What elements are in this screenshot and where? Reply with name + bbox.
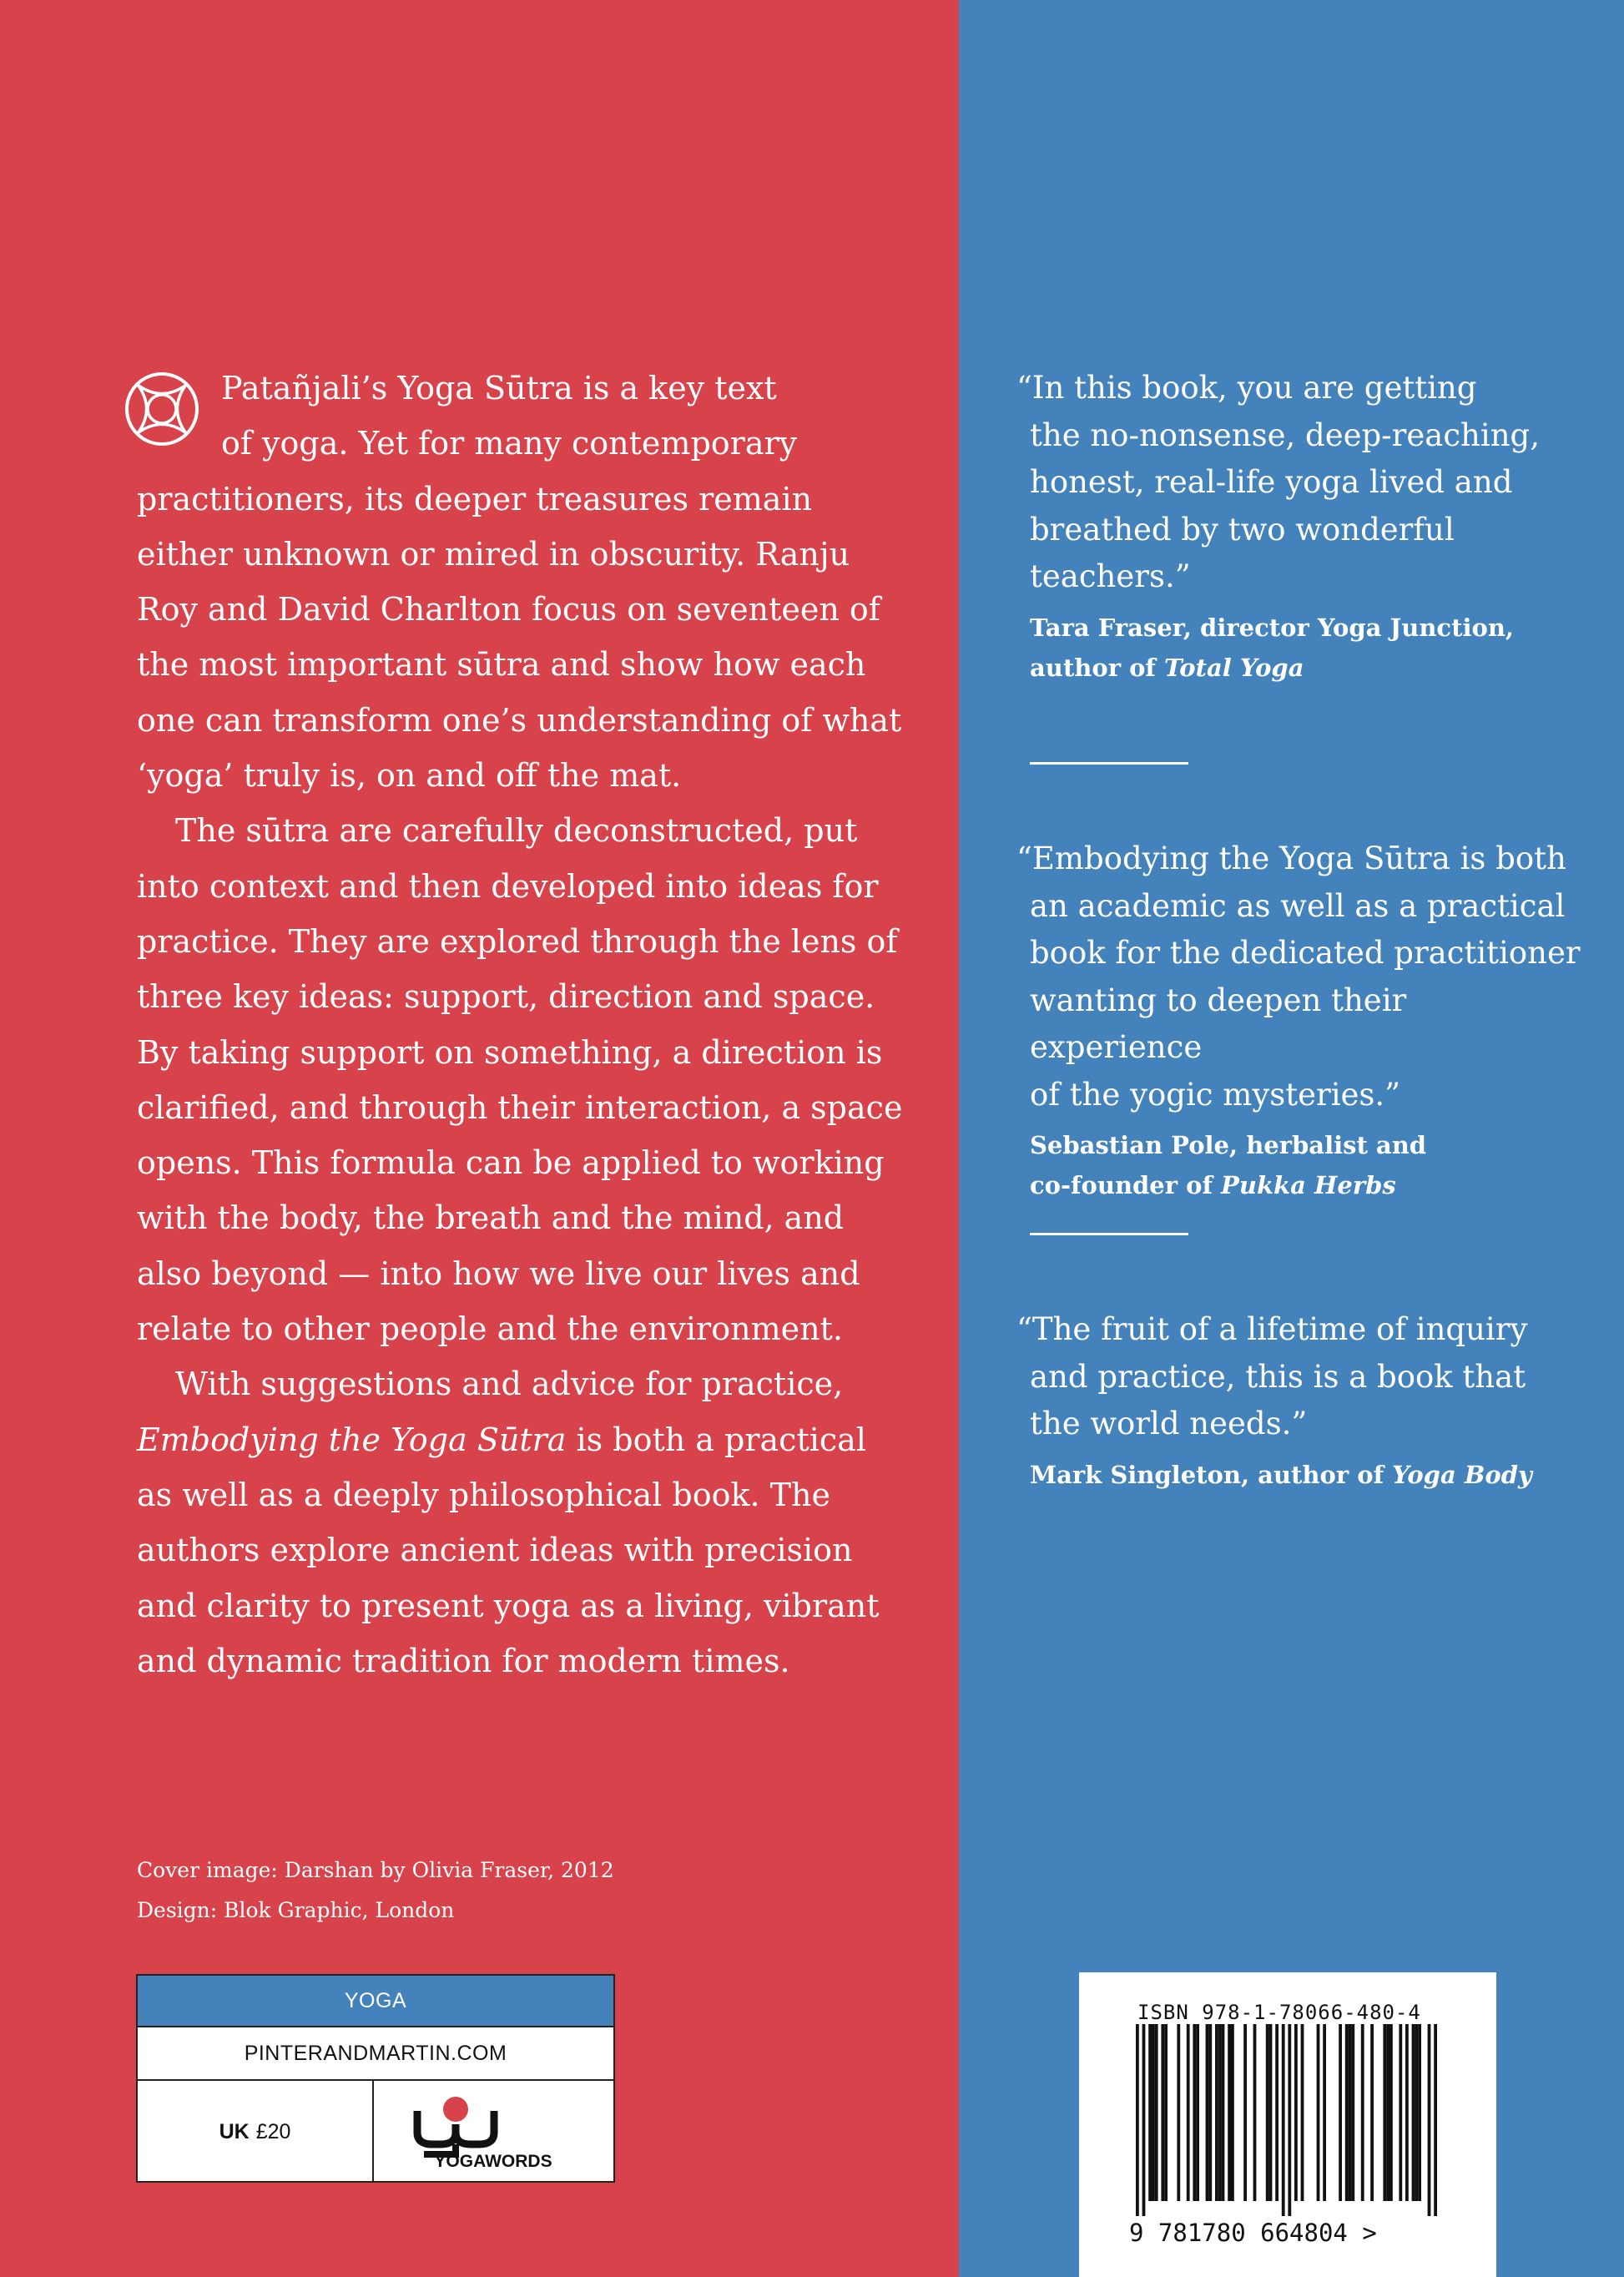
quote-line: and practice, this is a book that [1030, 1358, 1526, 1395]
quote-1-attribution [1016, 608, 1584, 688]
barcode-box [1079, 1972, 1496, 2277]
cover-image-credit: Cover image: Darshan by Olivia Fraser, 2012 [137, 1858, 614, 1882]
blurb-book-title: Embodying the Yoga Sūtra [137, 1421, 567, 1458]
attribution-line [1030, 648, 1584, 688]
barcode-bar [1288, 2024, 1291, 2216]
design-credit: Design: Blok Graphic, London [137, 1898, 455, 1922]
barcode-bar [1383, 2024, 1386, 2201]
price-row [138, 2081, 613, 2183]
barcode-bar [1142, 2024, 1146, 2216]
barcode-bar [1196, 2024, 1199, 2201]
barcode-bar [1412, 2024, 1415, 2201]
attribution-line [1030, 1455, 1584, 1495]
quote-line: “In this book, you are getting [1016, 370, 1477, 406]
barcode-bar [1228, 2024, 1231, 2201]
price-region: UK [219, 2119, 250, 2143]
price [138, 2081, 374, 2183]
barcode-bar [1351, 2024, 1354, 2201]
quote-2-attribution [1016, 1125, 1584, 1205]
blurb-p1-line2: of yoga. Yet for many contemporary [221, 425, 798, 462]
quote-1 [1016, 365, 1584, 688]
quote-3-attribution [1016, 1455, 1584, 1495]
barcode-bar [1231, 2024, 1234, 2201]
barcode-bar [1275, 2024, 1279, 2201]
barcode-bar [1370, 2024, 1374, 2201]
attribution-book-title: Pukka Herbs [1221, 1171, 1396, 1199]
barcode-bar [1405, 2024, 1409, 2201]
barcode-bar [1294, 2024, 1298, 2201]
barcode-bar [1243, 2024, 1247, 2201]
blurb-paragraph-1-second-line [137, 416, 905, 471]
blurb-paragraph-2: The sūtra are carefully deconstructed, put into context and then developed into ideas for practice. They are explored through the lens of three key ideas: support, direction and space. By taking support on something, a direction is clarified, and through their interaction, a space opens. This formula can be applied to working with the body, the breath and the mind, and also beyond — into how we live our lives and relate to other people and the environment. [137, 812, 903, 1348]
barcode-bar [1349, 2024, 1352, 2201]
attribution-prefix: co-founder of [1030, 1171, 1222, 1199]
barcode-bar [1218, 2024, 1222, 2201]
price-box [136, 1974, 615, 2183]
barcode-bar [1269, 2024, 1273, 2201]
blurb-paragraph-3 [137, 1356, 905, 1689]
publisher-url[interactable]: PINTERANDMARTIN.COM [138, 2027, 613, 2081]
quote-line: “Embodying the Yoga Sūtra is both [1016, 841, 1566, 876]
barcode-bar [1161, 2024, 1164, 2201]
quote-line: wanting to deepen their experience [1030, 982, 1407, 1065]
barcode-bar [1187, 2024, 1190, 2201]
yogawords-logo [374, 2081, 613, 2183]
barcode-bar [1415, 2024, 1418, 2201]
barcode-bar [1428, 2024, 1431, 2216]
barcode-bar [1193, 2024, 1196, 2201]
price-value: £20 [255, 2119, 291, 2143]
credits [137, 1850, 614, 1931]
category-label: YOGA [138, 1976, 613, 2027]
blurb-p3-rest: is both a practical as well as a deeply philosophical book. The authors explore ancient ideas with precision and clarity to present yoga as a living, vibrant and dynamic tradition for modern times. [137, 1421, 880, 1679]
barcode-bar [1206, 2024, 1209, 2201]
barcode-bar [1389, 2024, 1393, 2201]
barcode-bar [1208, 2024, 1212, 2201]
barcode-bar [1345, 2024, 1349, 2201]
attribution-line [1030, 1165, 1584, 1205]
barcode-bar [1361, 2024, 1364, 2201]
quote-line: breathed by two wonderful [1030, 511, 1455, 548]
quote-divider [1030, 762, 1188, 765]
attribution-line: Tara Fraser, director Yoga Junction, [1030, 613, 1515, 642]
barcode-bar [1418, 2024, 1421, 2201]
quote-line: “The fruit of a lifetime of inquiry [1016, 1311, 1528, 1347]
quote-3 [1016, 1306, 1584, 1495]
quote-line: of the yogic mysteries.” [1030, 1076, 1401, 1113]
blurb-first-line: Patañjali’s Yoga Sūtra is a key text [221, 370, 777, 406]
barcode-bar [1386, 2024, 1389, 2201]
barcode-bar [1152, 2024, 1155, 2201]
yogawords-wordmark: YOGAWORDS [434, 2152, 552, 2171]
attribution-line: Sebastian Pole, herbalist and [1030, 1131, 1427, 1159]
ean13-barcode [1112, 2024, 1463, 2216]
quote-2 [1016, 836, 1584, 1205]
barcode-bar [1177, 2024, 1180, 2201]
barcode-bar [1323, 2024, 1326, 2201]
blurb-paragraph-1 [137, 361, 905, 416]
barcode-bar [1148, 2024, 1152, 2201]
quote-divider [1030, 1233, 1188, 1235]
yogawords-logo-icon [374, 2081, 613, 2183]
quote-line: the world needs.” [1030, 1406, 1308, 1441]
quote-line: teachers.” [1030, 558, 1191, 594]
barcode-bar [1136, 2024, 1139, 2216]
attribution-prefix: Mark Singleton, author of [1030, 1460, 1393, 1489]
quote-3-text [1016, 1306, 1584, 1448]
barcode-bar [1282, 2024, 1285, 2216]
barcode-bar [1399, 2024, 1402, 2201]
barcode-bar [1222, 2024, 1225, 2201]
quote-line: honest, real-life yoga lived and [1030, 464, 1513, 500]
barcode-bar [1155, 2024, 1158, 2201]
quote-1-text [1016, 365, 1584, 601]
barcode-bar [1339, 2024, 1342, 2201]
barcode-digits: 9 781780 664804 > [1129, 2219, 1377, 2247]
attribution-book-title: Total Yoga [1164, 653, 1304, 682]
quote-line: the no-nonsense, deep-reaching, [1030, 417, 1540, 453]
blurb-p3-start: With suggestions and advice for practice, [175, 1366, 844, 1403]
isbn-label: ISBN 978-1-78066-480-4 [1137, 2001, 1421, 2024]
barcode-bar [1317, 2024, 1320, 2201]
attribution-prefix: author of [1030, 653, 1164, 682]
quote-line: book for the dedicated practitioner [1030, 935, 1581, 971]
blurb-p1-continuation: practitioners, its deeper treasures remain either unknown or mired in obscurity. Ranju Roy and David Charlton focus on seventeen of the most important sūtra and show how each one can transform one’s understanding of what ‘yoga’ truly is, on and off the mat. [137, 480, 902, 795]
barcode-bar [1434, 2024, 1437, 2216]
quote-line: an academic as well as a practical [1030, 887, 1566, 924]
barcode-bar [1164, 2024, 1168, 2201]
barcode-bar [1266, 2024, 1269, 2201]
barcode-bar [1253, 2024, 1257, 2201]
barcode-bar [1301, 2024, 1304, 2201]
quote-2-text [1016, 836, 1584, 1118]
attribution-book-title: Yoga Body [1392, 1460, 1532, 1489]
blurb-paragraph-1-rest [137, 472, 905, 804]
barcode-bar [1215, 2024, 1218, 2201]
book-blurb [137, 361, 905, 1689]
